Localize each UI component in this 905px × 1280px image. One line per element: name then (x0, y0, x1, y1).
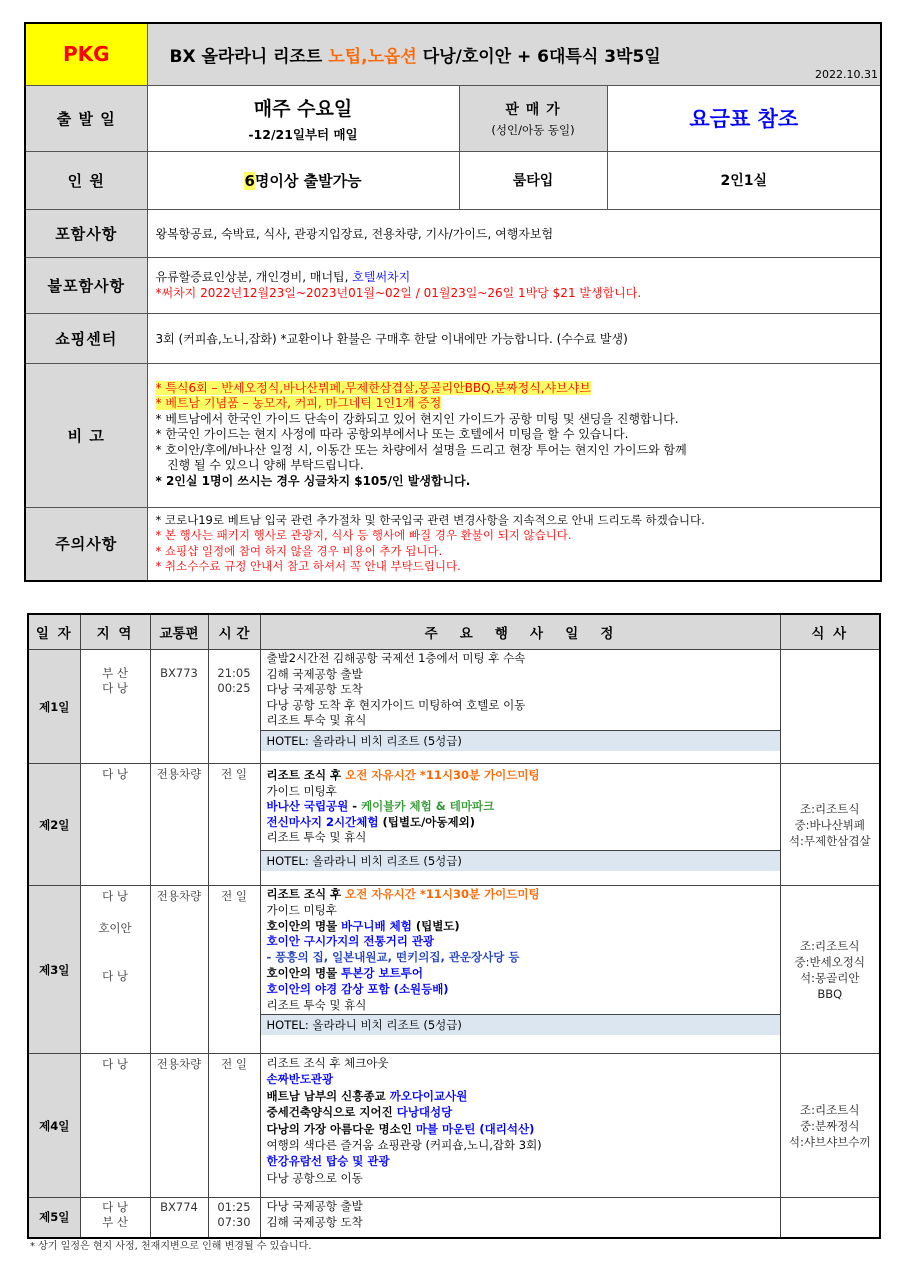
meal-cell: 조:리조트식 중:분짜정식 석:샤브샤브수끼 (780, 1054, 880, 1198)
caution-item: * 코로나19로 베트남 입국 관련 추가절차 및 한국입국 관련 변경사항을 지속적으로 안내 드리도록 하겠습니다. (155, 512, 705, 527)
region-cell: 다 낭 (80, 764, 150, 886)
include-value: 왕복항공료, 숙박료, 식사, 관광지입장료, 전용차량, 기사/가이드, 여행자보험 (147, 209, 881, 257)
people-label: 인 원 (25, 151, 147, 209)
itinerary-row-day4 (28, 1054, 880, 1198)
pkg-badge: PKG (25, 23, 147, 85)
meal-cell: 조:리조트식 중:반세오정식 석:몽골리안 BBQ (780, 886, 880, 1054)
meal-cell (780, 1198, 880, 1238)
time-cell: 전 일 (208, 886, 260, 1054)
remark-item: * 베트남에서 한국인 가이드 단속이 강화되고 있어 현지인 가이드가 공항 미팅 및 샌딩을 진행합니다. (155, 411, 679, 426)
remarks-list (147, 363, 881, 507)
meal-cell: 조:리조트식 중:바나산뷔페 석:무제한삼겹살 (780, 764, 880, 886)
day-label: 제1일 (28, 650, 80, 764)
remark-item: 진행 될 수 있으니 양해 부탁드립니다. (155, 458, 364, 473)
transport-cell: 전용차량 (150, 886, 208, 1054)
remark-item: * 호이안/후에/바나산 일정 시, 이동간 또는 차량에서 설명을 드리고 현장 투어는 현지인 가이드와 함께 (155, 442, 687, 457)
price-value: 요금표 참조 (607, 85, 881, 151)
transport-cell: BX773 (150, 650, 208, 764)
meal-cell (780, 650, 880, 764)
hotel-info: HOTEL: 올라라니 비치 리조트 (5성급) (261, 730, 780, 751)
people-value: 6명이상 출발가능 (147, 151, 459, 209)
footnote: * 상기 일정은 현지 사정, 천재지변으로 인해 변경될 수 있습니다. (30, 1241, 312, 1252)
day-label: 제3일 (28, 886, 80, 1054)
shopping-value: 3회 (커피숍,노니,잡화) *교환이나 환불은 구매후 한달 이내에만 가능합니다. (수수료 발생) (147, 313, 881, 363)
page-title: BX 올라라니 리조트 노팁,노옵션 다낭/호이안 + 6대특식 3박5일 2022.10.31 (147, 23, 881, 85)
itinerary-row-day2 (28, 764, 880, 886)
itinerary-row-day3 (28, 886, 880, 1054)
header-region: 지 역 (80, 614, 150, 650)
remark-item: * 베트남 기념품 – 농모자, 커피, 마그네틱 1인1개 증정 (155, 396, 442, 411)
remark-item: * 특식6회 – 반세오정식,바나산뷔페,무제한삼겹살,몽골리안BBQ,분짜정식,샤브샤브 (155, 380, 591, 395)
caution-label: 주의사항 (25, 507, 147, 581)
region-cell: 다 낭 (80, 1054, 150, 1198)
transport-cell: 전용차량 (150, 1054, 208, 1198)
day-label: 제4일 (28, 1054, 80, 1198)
schedule-cell: 리조트 조식 후 오전 자유시간 *11시30분 가이드미팅 가이드 미팅후 바나산 국립공원 - 케이블카 체험 & 테마파크 전신마사지 2시간체험 (팁별도/아동제외) 리조트 투숙 및 휴식 HOTEL: 올라라니 비치 리조트 (5성급) (260, 764, 780, 886)
exclude-value: 유류할증료인상분, 개인경비, 매너팁, 호텔써차지 *써차지 2022년12월23일~2023년01월~02일 / 01월23일~26일 1박당 $21 발생합니다. (147, 257, 881, 313)
departure-sub: -12/21일부터 매일 (248, 126, 358, 142)
itinerary-table (27, 613, 881, 1239)
time-cell: 전 일 (208, 1054, 260, 1198)
region-cell: 부 산 다 낭 (80, 650, 150, 764)
room-value: 2인1실 (607, 151, 881, 209)
itinerary-row-day5 (28, 1198, 880, 1238)
header-meal: 식 사 (780, 614, 880, 650)
hotel-info: HOTEL: 올라라니 비치 리조트 (5성급) (261, 1014, 780, 1035)
caution-item: * 본 행사는 패키지 행사로 관광지, 식사 등 행사에 빠질 경우 환불이 되지 않습니다. (155, 528, 572, 543)
caution-item: * 쇼핑샵 일정에 참여 하지 않을 경우 비용이 추가 됩니다. (155, 543, 443, 558)
document-date: 2022.10.31 (815, 67, 879, 81)
price-label: 판 매 가 (성인/아동 동일) (459, 85, 607, 151)
schedule-cell: 리조트 조식 후 오전 자유시간 *11시30분 가이드미팅 가이드 미팅후 호이안의 명물 바구니배 체험 (팁별도) 호이안 구시가지의 전통거리 관광 - 풍흥의 집, 일본내원교, 떤키의집, 관운장사당 등 호이안의 명물 투본강 보트투어 호이안의 야경 감상 포함 (소원등배) 리조트 투숙 및 휴식 HOTEL: 올라라니 비치 리조트 (5성급) (260, 886, 780, 1054)
region-cell: 다 낭 부 산 (80, 1198, 150, 1238)
departure-label: 출 발 일 (25, 85, 147, 151)
itinerary-header-row (28, 614, 880, 650)
room-label: 룸타입 (459, 151, 607, 209)
header-schedule: 주 요 행 사 일 정 (260, 614, 780, 650)
remark-item: * 2인실 1명이 쓰시는 경우 싱글차지 $105/인 발생합니다. (155, 473, 471, 488)
time-cell: 01:25 07:30 (208, 1198, 260, 1238)
schedule-cell: 다낭 국제공항 출발 김해 국제공항 도착 (260, 1198, 780, 1238)
include-label: 포함사항 (25, 209, 147, 257)
departure-main: 매주 수요일 (253, 97, 353, 120)
day-label: 제5일 (28, 1198, 80, 1238)
time-cell: 21:05 00:25 (208, 650, 260, 764)
schedule-cell: 출발2시간전 김해공항 국제선 1층에서 미팅 후 수속 김해 국제공항 출발 다낭 국제공항 도착 다낭 공항 도착 후 현지가이드 미팅하여 호텔로 이동 리조트 투숙 및 휴식 HOTEL: 올라라니 비치 리조트 (5성급) (260, 650, 780, 764)
region-cell: 다 낭 호이안 다 낭 (80, 886, 150, 1054)
shopping-label: 쇼핑센터 (25, 313, 147, 363)
time-cell: 전 일 (208, 764, 260, 886)
itinerary-row-day1 (28, 650, 880, 764)
header-time: 시 간 (208, 614, 260, 650)
day-label: 제2일 (28, 764, 80, 886)
caution-list (147, 507, 881, 581)
schedule-cell: 리조트 조식 후 체크아웃 손짜반도관광 배트남 남부의 신흥종교 까오다이교사원 중세건축양식으로 지어진 다낭대성당 다낭의 가장 아름다운 명소인 마블 마운틴 (대리석산) 여행의 색다른 즐거움 쇼핑관광 (커피숍,노니,잡화 3회) 한강유람선 탑승 및 관광 다낭 공항으로 이동 (260, 1054, 780, 1198)
transport-cell: 전용차량 (150, 764, 208, 886)
header-transport: 교통편 (150, 614, 208, 650)
info-table (24, 22, 882, 582)
remarks-label: 비 고 (25, 363, 147, 507)
header-day: 일 자 (28, 614, 80, 650)
departure-value (147, 85, 459, 151)
title-highlight: 노팁,노옵션 (328, 46, 417, 67)
caution-item: * 취소수수료 규정 안내서 참고 하셔서 꼭 안내 부탁드립니다. (155, 559, 461, 574)
exclude-label: 불포함사항 (25, 257, 147, 313)
transport-cell: BX774 (150, 1198, 208, 1238)
remark-item: * 한국인 가이드는 현지 사정에 따라 공항외부에서나 또는 호텔에서 미팅을 할 수 있습니다. (155, 427, 629, 442)
hotel-info: HOTEL: 올라라니 비치 리조트 (5성급) (261, 850, 780, 871)
